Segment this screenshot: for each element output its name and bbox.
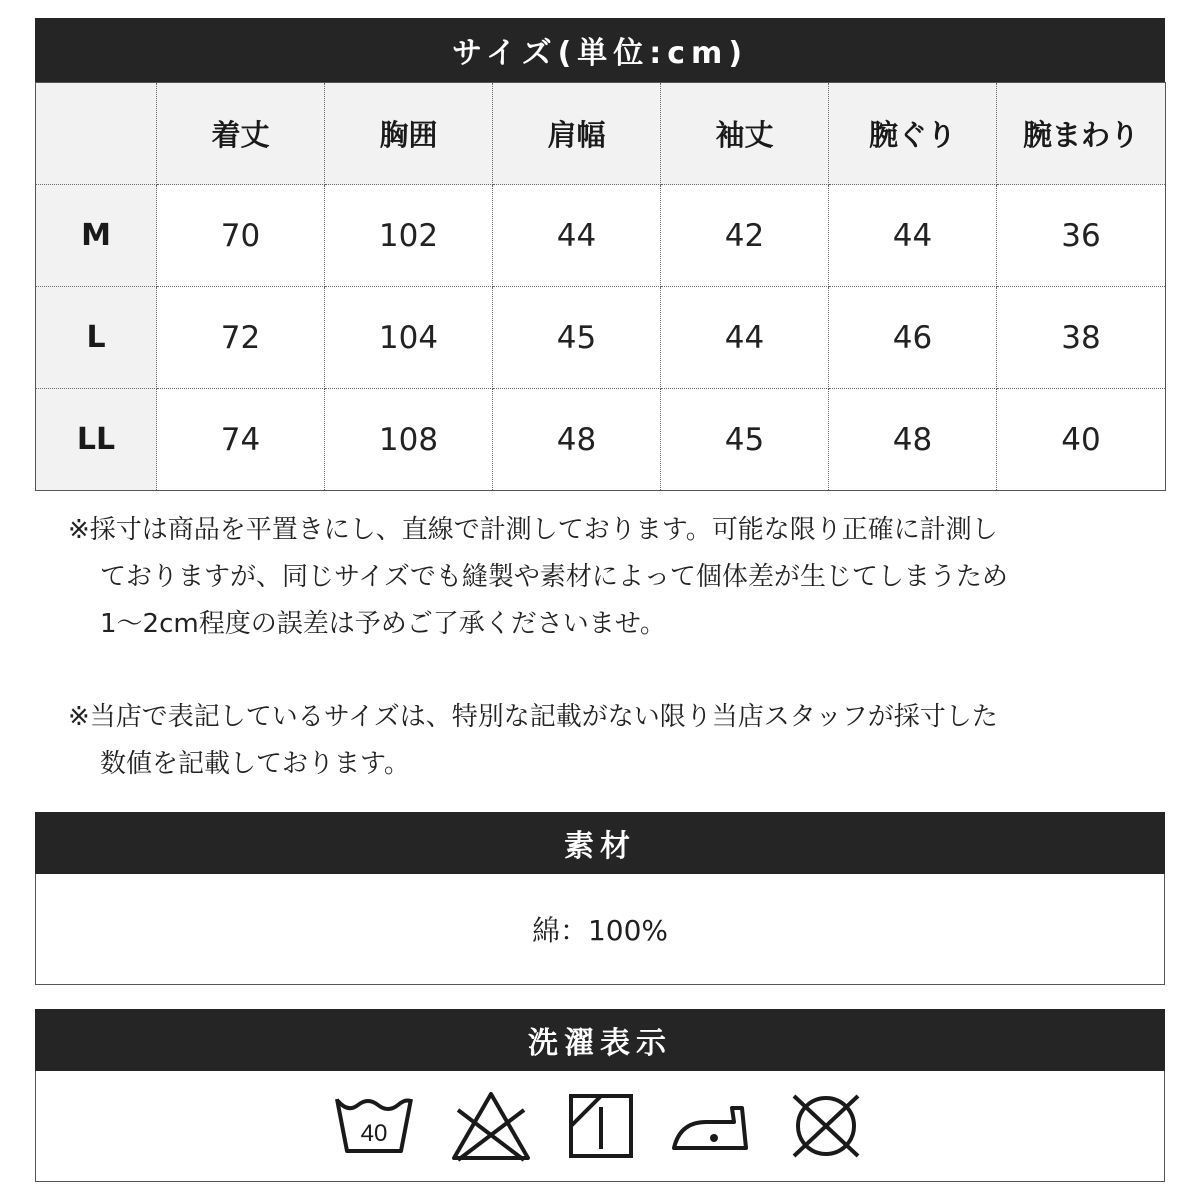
size-label: LL [36, 389, 157, 491]
material-section-title: 素材 [564, 829, 636, 864]
table-row [36, 287, 1166, 389]
table-cell: 70 [157, 185, 325, 287]
table-row [36, 185, 1166, 287]
table-cell: 42 [661, 185, 829, 287]
table-cell: 48 [829, 389, 997, 491]
measurement-note [68, 507, 1148, 648]
table-cell: 102 [325, 185, 493, 287]
header-cell-shoulder: 肩幅 [493, 83, 661, 185]
header-cell-armhole: 腕ぐり [829, 83, 997, 185]
note-line: 1～2cm程度の誤差は予めご了承くださいませ。 [100, 609, 666, 639]
size-notation-note [68, 694, 1148, 788]
wash-temperature-label: 40 [360, 1120, 388, 1147]
material-value: 綿：100% [531, 914, 669, 947]
note-line: ※当店で表記しているサイズは、特別な記載がない限り当店スタッフが採寸した [68, 702, 998, 732]
note-line: 数値を記載しております。 [100, 749, 410, 779]
table-cell: 44 [829, 185, 997, 287]
size-table [35, 82, 1166, 491]
material-content [35, 874, 1165, 985]
table-cell: 46 [829, 287, 997, 389]
size-label: M [36, 185, 157, 287]
size-label: L [36, 287, 157, 389]
table-cell: 48 [493, 389, 661, 491]
table-cell: 104 [325, 287, 493, 389]
header-cell-chest: 胸囲 [325, 83, 493, 185]
header-cell-arm-circumference: 腕まわり [997, 83, 1166, 185]
table-cell: 72 [157, 287, 325, 389]
note-line: ※採寸は商品を平置きにし、直線で計測しております。可能な限り正確に計測し [68, 515, 998, 545]
table-cell: 74 [157, 389, 325, 491]
size-section-title: サイズ(単位:cm) [451, 36, 749, 71]
material-section-header [35, 812, 1165, 874]
table-cell: 44 [493, 185, 661, 287]
table-cell: 40 [997, 389, 1166, 491]
no-dry-clean-icon [786, 1092, 866, 1160]
note-line: ておりますが、同じサイズでも縫製や素材によって個体差が生じてしまうため [100, 562, 1008, 592]
size-section-header [35, 18, 1165, 82]
table-cell: 45 [661, 389, 829, 491]
line-dry-shade-icon [568, 1093, 634, 1159]
table-cell: 45 [493, 287, 661, 389]
washing-section-title: 洗濯表示 [528, 1026, 672, 1061]
table-cell: 36 [997, 185, 1166, 287]
table-cell: 108 [325, 389, 493, 491]
washing-section-header [35, 1009, 1165, 1071]
no-bleach-icon [450, 1090, 532, 1162]
table-cell: 38 [997, 287, 1166, 389]
washing-symbols [35, 1071, 1165, 1182]
wash-40-icon [334, 1095, 414, 1157]
iron-low-icon [670, 1098, 750, 1154]
header-cell-empty [36, 83, 157, 185]
header-cell-sleeve: 袖丈 [661, 83, 829, 185]
header-cell-length: 着丈 [157, 83, 325, 185]
size-table-header-row [36, 83, 1166, 185]
table-row [36, 389, 1166, 491]
table-cell: 44 [661, 287, 829, 389]
